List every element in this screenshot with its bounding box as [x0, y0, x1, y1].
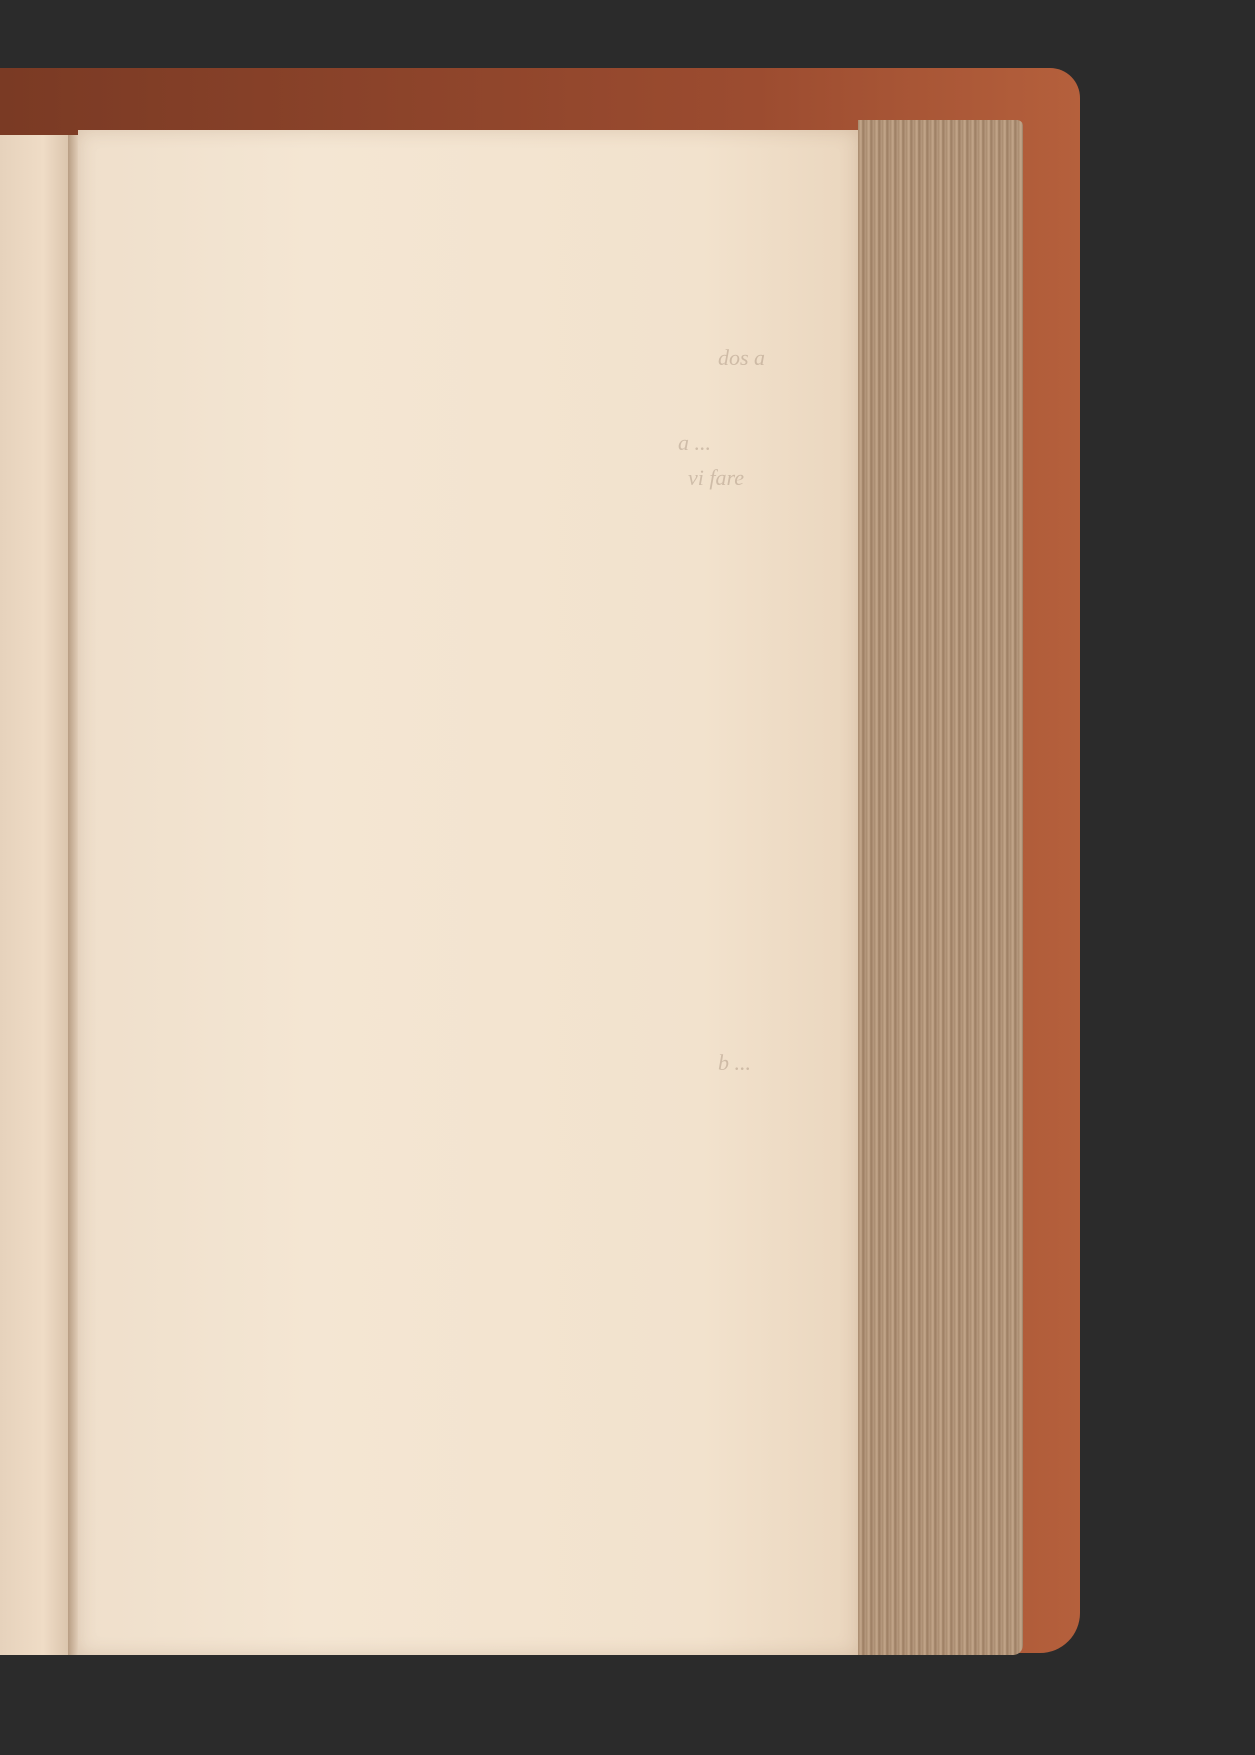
left-page-fragment — [0, 135, 72, 1655]
show-through-text: dos a — [718, 345, 766, 370]
show-through-text: vi fare — [688, 465, 744, 490]
show-through-text: a ... — [678, 430, 711, 455]
right-page — [78, 130, 858, 1655]
show-through-text: b ... — [718, 1050, 751, 1075]
page-edges — [858, 120, 1023, 1655]
